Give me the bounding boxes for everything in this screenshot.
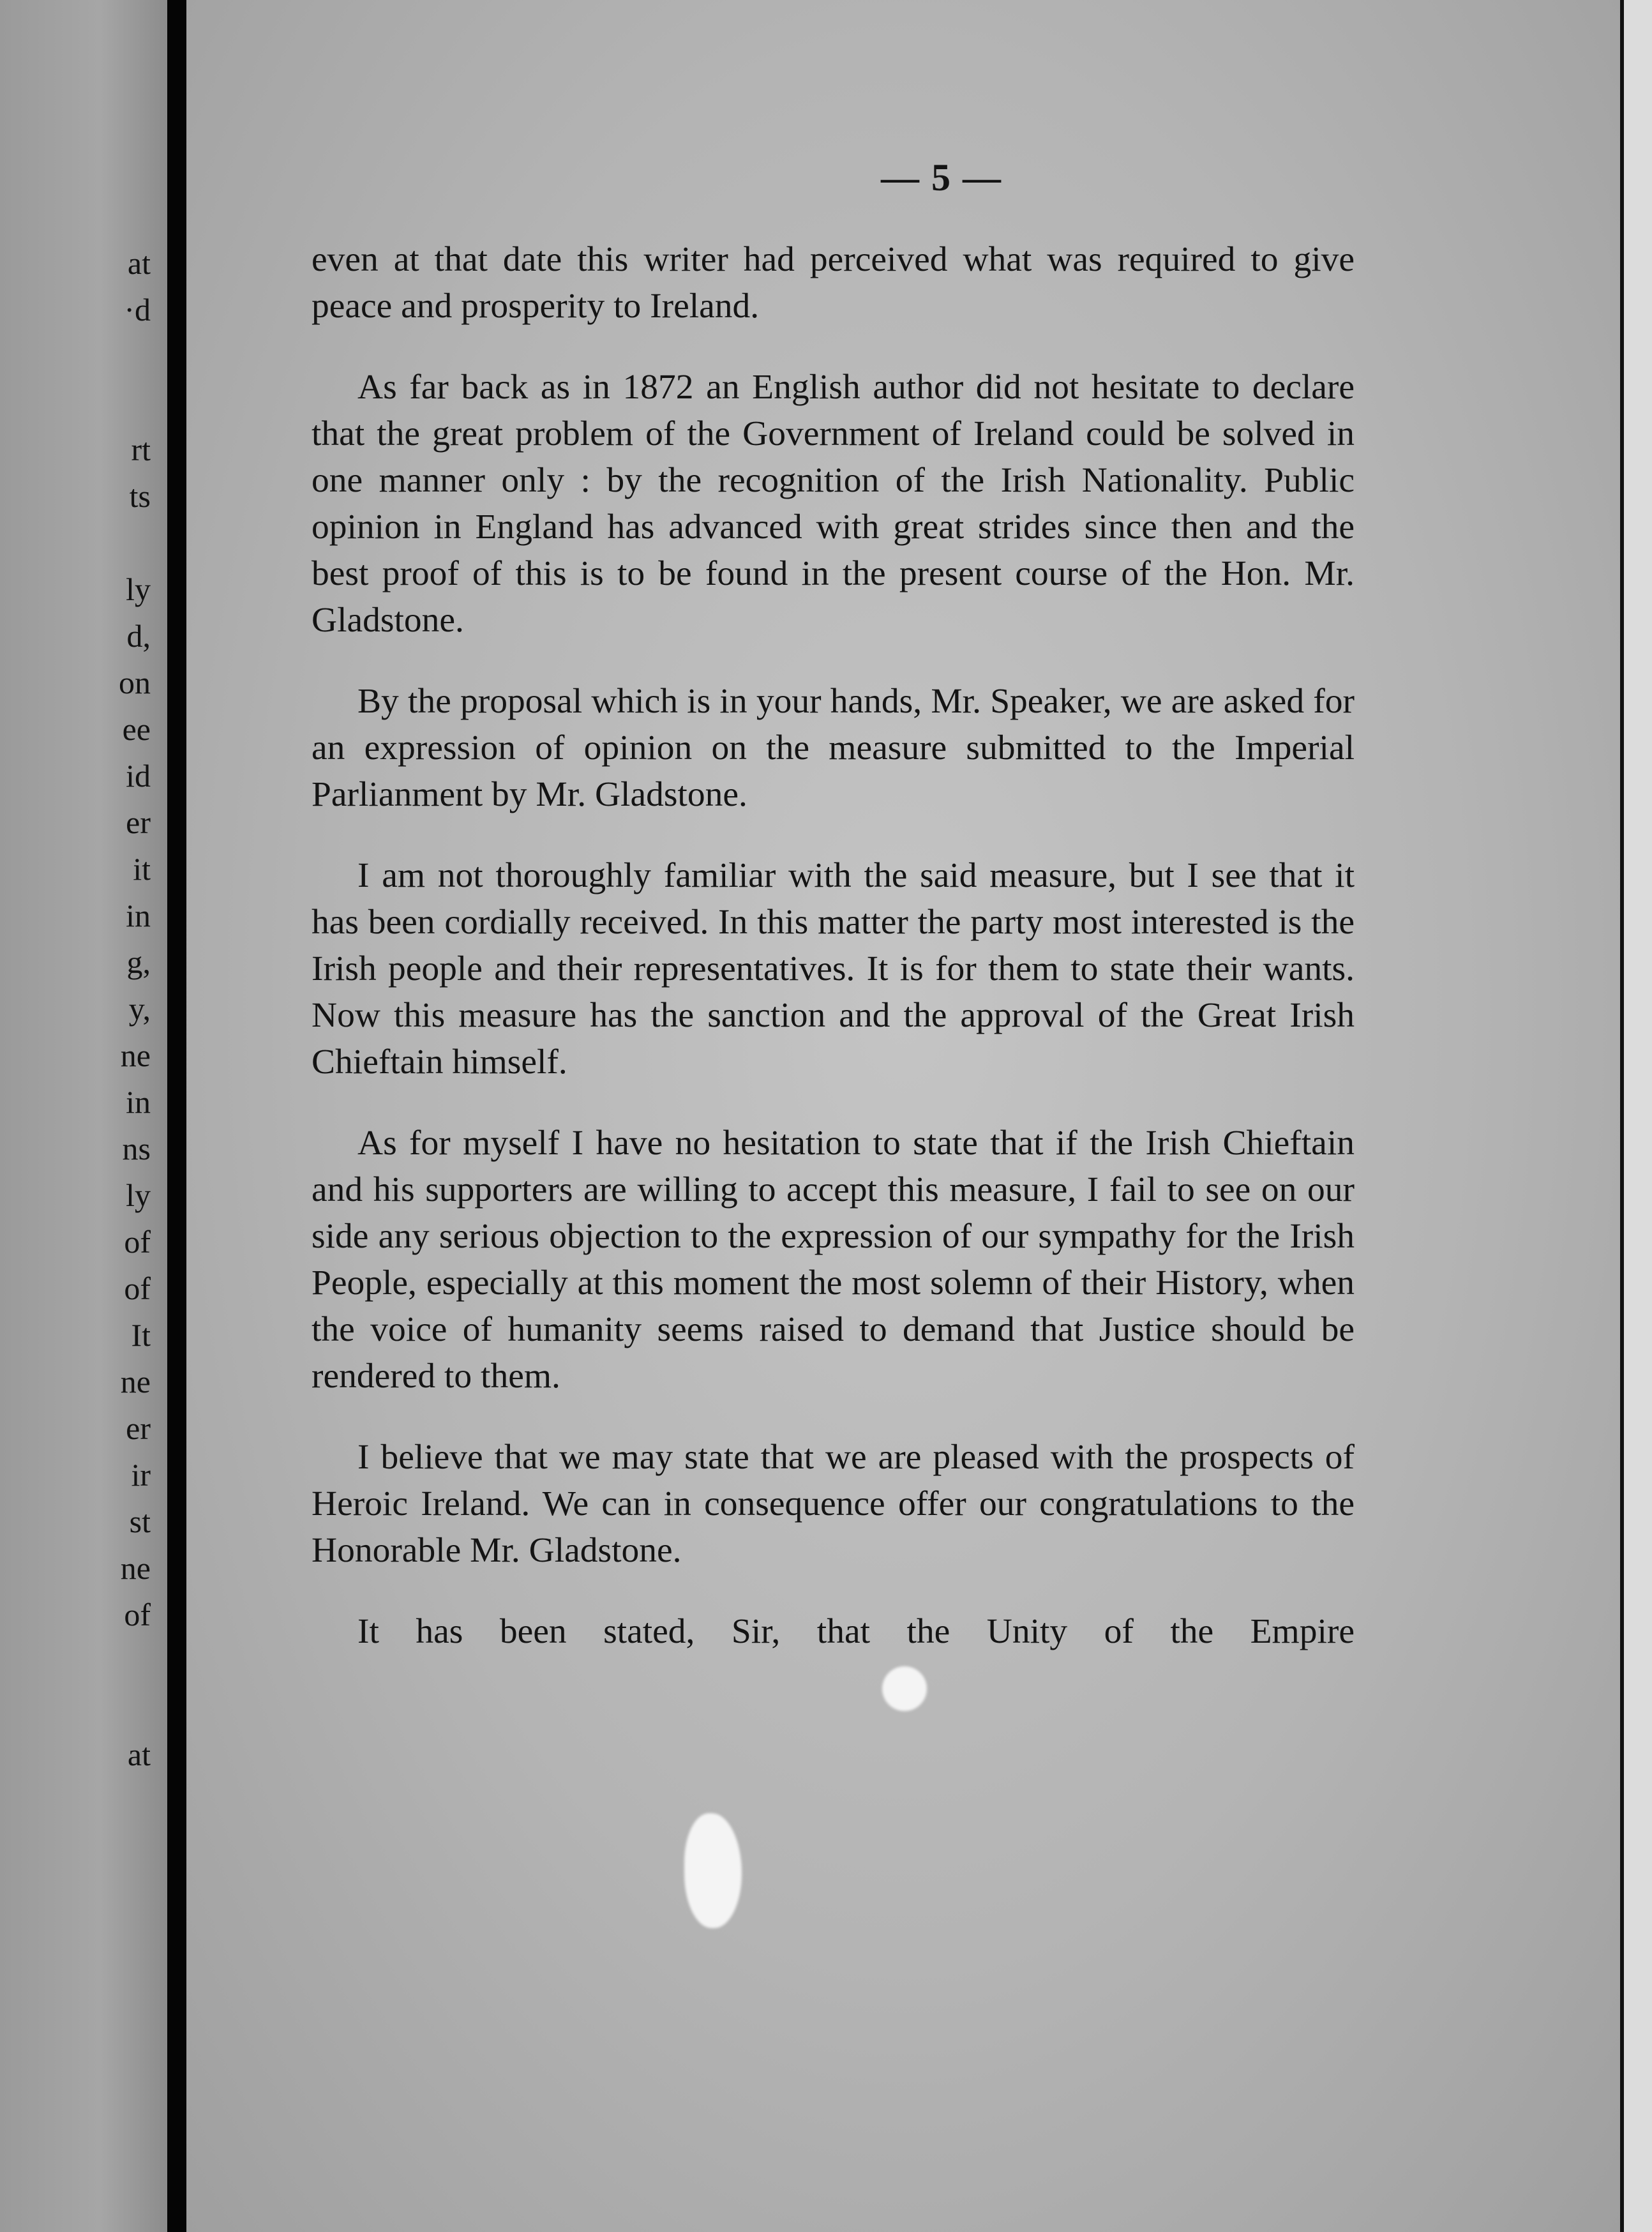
paragraph-2: As far back as in 1872 an English author did not hesitate to declare that the great problem of the Government of Ireland could be solved in one manner only : by the recognition of the Irish Nationality. Public opinion in England has advanced with great strides since then and the best proof of this is to be found in the present course of the Hon. Mr. Gladstone. (312, 368, 1355, 640)
left-page-fragment: of (124, 1271, 151, 1306)
left-page-fragment: in (126, 1084, 151, 1120)
left-page-fragment: ee (122, 711, 151, 747)
left-page-fragment (74, 1685, 151, 1731)
left-page-fragment: ly (126, 1177, 151, 1213)
left-page-fragment: in (126, 898, 151, 933)
left-page-fragment: it (133, 851, 151, 887)
page-number: — 5 — (881, 156, 1002, 199)
paragraph-3: By the proposal which is in your hands, Mr. Speaker, we are asked for an expression of opinion on the measure submitted to the Imperial Parlianment by Mr. Gladstone. (312, 682, 1355, 814)
paper-damage-stain-small (882, 1666, 927, 1711)
left-page-fragment: of (124, 1597, 151, 1633)
body-text (312, 236, 1355, 1689)
main-page (186, 0, 1620, 2232)
paragraph-6: I believe that we may state that we are pleased with the prospects of Heroic Ireland. We can in consequence offer our congratulations to the Honorable Mr. Gladstone. (312, 1438, 1355, 1570)
left-page-fragment: er (126, 804, 151, 840)
paragraph-7: It has been stated, Sir, that the Unity of the Empire (357, 1612, 1355, 1651)
left-page-fragment: g, (126, 944, 151, 980)
left-page-fragment: er (126, 1410, 151, 1446)
left-page-fragment: rt (131, 432, 151, 467)
left-page-fragment: It (131, 1317, 151, 1353)
left-page-fragment: y, (128, 991, 151, 1027)
left-page-fragment: ly (126, 571, 151, 607)
left-page-fragment: of (124, 1224, 151, 1260)
left-page-fragment: st (129, 1504, 151, 1539)
left-page-fragment: id (126, 758, 151, 794)
left-page-fragment (74, 380, 151, 426)
left-page-edge (0, 0, 167, 2232)
left-page-fragment: d, (126, 618, 151, 654)
left-page-fragment: ts (129, 478, 151, 514)
left-page-fragment: ns (122, 1131, 151, 1166)
paper-damage-stain (684, 1813, 742, 1928)
left-page-fragment: at (127, 245, 151, 281)
left-page-fragment (74, 1638, 151, 1685)
right-page-edge (1620, 0, 1652, 2232)
paragraph-4: I am not thoroughly familiar with the said measure, but I see that it has been cordially received. In this matter the party most interested is the Irish people and their representatives. It is for them to state their wants. Now this measure has the sanction and the approval of the Great Irish Chieftain himself. (312, 856, 1355, 1082)
left-page-fragment: ·d (124, 292, 151, 328)
left-page-fragment: ir (131, 1457, 151, 1493)
left-page-fragment (74, 333, 151, 380)
left-page-fragment: on (119, 665, 151, 700)
left-page-fragment: at (127, 1737, 151, 1772)
left-page-fragment: ne (120, 1037, 151, 1073)
left-page-fragment: ne (120, 1364, 151, 1399)
left-page-fragment: ne (120, 1550, 151, 1586)
page-binding-shadow (167, 0, 186, 2232)
left-page-fragment (74, 520, 151, 566)
paragraph-5: As for myself I have no hesitation to state that if the Irish Chieftain and his supporters are willing to accept this measure, I fail to see on our side any serious objection to the expression of our sympathy for the Irish People, especially at this moment the most solemn of their History, when the voice of humanity seems raised to demand that Justice should be rendered to them. (312, 1124, 1355, 1396)
left-page-text-fragments (74, 240, 151, 1778)
paragraph-1: even at that date this writer had perceived what was required to give peace and prosperity to Ireland. (312, 240, 1355, 326)
